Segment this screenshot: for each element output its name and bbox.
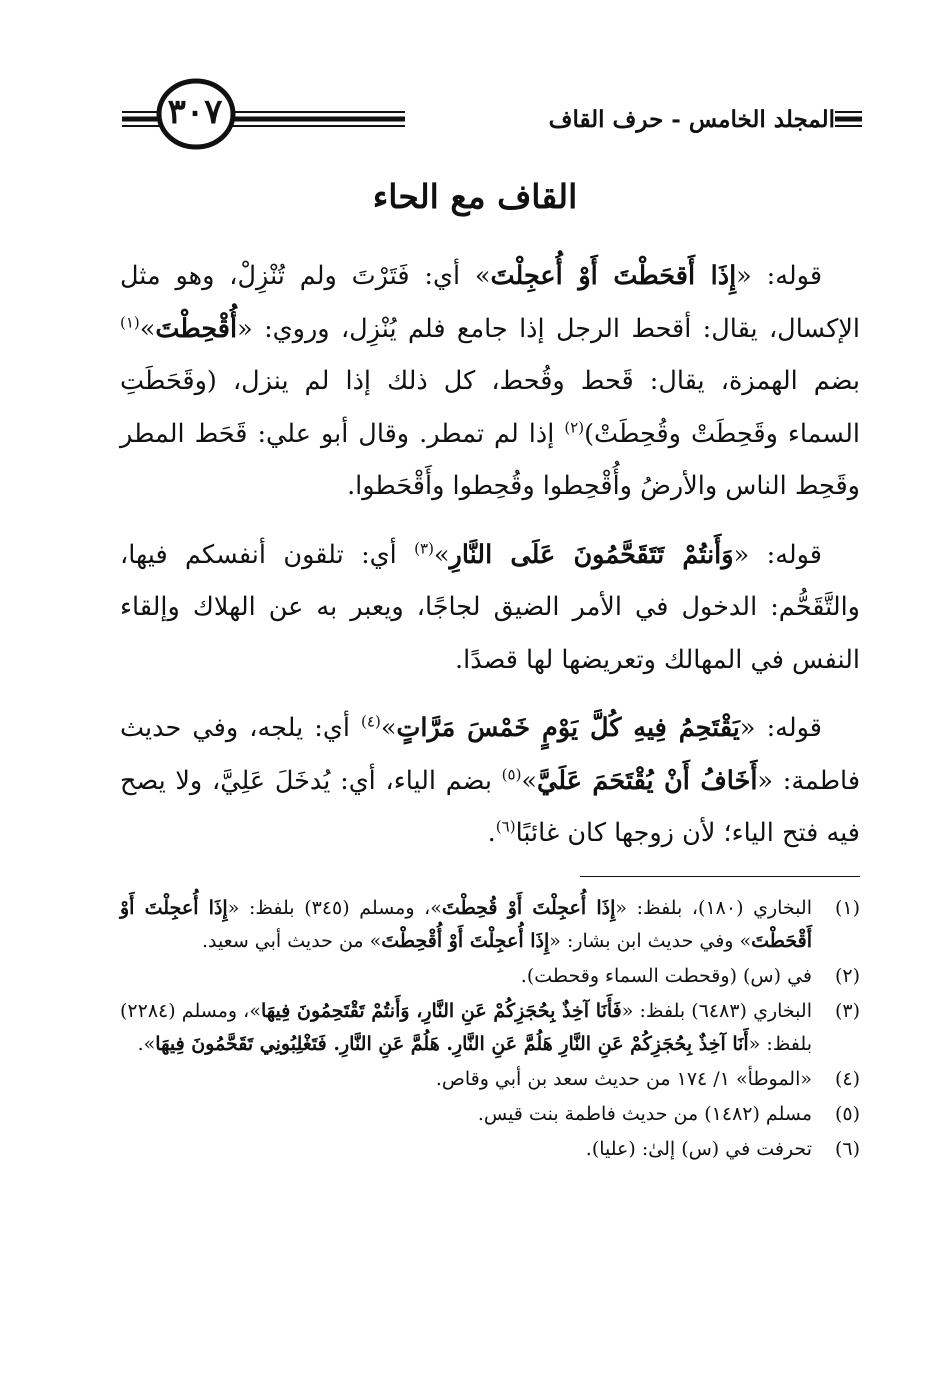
page-number: ٣٠٧ — [167, 92, 223, 132]
body-text — [120, 250, 860, 876]
paragraph: قوله: «إِذَا أَقحَطْتَ أَوْ أُعجِلْتَ» أي: فَتَرْتَ ولم تُنْزِلْ، وهو مثل الإكسال، يقال: أقحط الرجل إذا جامع فلم يُنْزِل، وروي: «أُقْحِطْتَ»$^{(١)}$ بضم الهمزة، يقال: قَحط وقُحط، كل ذلك إذا لم ينزل، (وقَحَطَتِ السماء وقَحِطَتْ وقُحِطَتْ)$^{(٢)}$ إذا لم تمطر. وقال أبو علي: قَحَط المطر وقَحِط الناس والأرضُ وأُقْحِطوا وقُحِطوا وأَقْحَطوا. — [120, 261, 860, 501]
quran-quote: وَأَنتُمْ تَتَقَحَّمُونَ عَلَى النَّارِ — [449, 539, 734, 570]
footnote-marker: (٤) — [361, 712, 381, 731]
footnote-marker: (٥) — [501, 765, 522, 783]
footnote-number: (٥) — [834, 1103, 860, 1125]
footnotes — [120, 892, 860, 1168]
footnote — [120, 1098, 860, 1131]
footnote-text: «الموطأ» ١/ ١٧٤ من حديث سعد بن أبي وقاص. — [435, 1068, 812, 1090]
footnote — [120, 995, 860, 1061]
footnote-number: (٤) — [834, 1068, 860, 1090]
footnote — [120, 960, 860, 993]
hadith-quote: أُقْحِطْتَ — [155, 313, 238, 344]
hadith-quote: إِذَا أَقحَطْتَ أَوْ أُعجِلْتَ — [490, 261, 737, 291]
footnote — [120, 1063, 860, 1096]
running-title: المجلد الخامس - حرف القاف — [405, 100, 835, 140]
hadith-quote: أَخَافُ أَنْ يُقْتَحَمَ عَلَيَّ — [537, 765, 758, 796]
footnote-number: (٦) — [834, 1138, 860, 1160]
hadith-quote: يَقْتَحِمُ فِيهِ كُلَّ يَوْمٍ خَمْسَ مَرَّاتٍ — [396, 713, 740, 743]
footnote — [120, 892, 860, 958]
footnote-text: تحرفت في (س) إلىٰ: (عليا). — [585, 1138, 812, 1160]
footnote-text: في (س) (وقحطت السماء وقحطت). — [520, 965, 812, 987]
footnote-marker: (٦) — [495, 817, 516, 836]
footnote-number: (١) — [834, 897, 860, 919]
footnote — [120, 1133, 860, 1166]
header-ornament — [0, 0, 950, 170]
footnote-text: البخاري (٦٤٨٣) بلفظ: «فَأَنَا آخِذٌ بِحُجَزِكُمْ عَنِ النَّارِ، وَأَنتُمْ تَقْتَحِمُونَ فِيهَا»، ومسلم (٢٢٨٤) بلفظ: «أَنَا آخِذٌ بِحُجَزِكُمْ عَنِ النَّارِ هَلُمَّ عَنِ النَّارِ. هَلُمَّ عَنِ النَّارِ. فَتَغْلِبُونِي تَقَحَّمُونَ فِيهَا». — [120, 1000, 812, 1055]
paragraph: قوله: «يَقْتَحِمُ فِيهِ كُلَّ يَوْمٍ خَمْسَ مَرَّاتٍ»$^{(٤)}$ أي: يلجه، وفي حديث فاطمة: «أَخَافُ أَنْ يُقْتَحَمَ عَلَيَّ»$^{(٥)}$ بضم الياء، أي: يُدخَلَ عَلِيَّ، ولا يصح فيه فتح الياء؛ لأن زوجها كان غائبًا$^{(٦)}$. — [120, 712, 861, 848]
running-header — [0, 0, 950, 170]
footnote-text: البخاري (١٨٠)، بلفظ: «إِذَا أُعجِلْتَ أَوْ قُحِطْتَ»، ومسلم (٣٤٥) بلفظ: «إِذَا أُعجِلْتَ أَوْ أَقْحَطْتَ» وفي حديث ابن بشار: «إِذَا أُعجِلْتَ أَوْ أُقْحِطْتَ» من حديث أبي سعيد. — [120, 897, 812, 952]
footnote-marker: (٣) — [414, 539, 434, 557]
footnote-text: مسلم (١٤٨٢) من حديث فاطمة بنت قيس. — [477, 1103, 812, 1125]
footnote-separator — [580, 876, 860, 877]
footnote-number: (٣) — [834, 1000, 860, 1022]
footnote-number: (٢) — [834, 965, 860, 987]
footnote-marker: (٢) — [564, 418, 585, 436]
footnote-marker: (١) — [120, 313, 140, 331]
chapter-title: القاف مع الحاء — [372, 177, 578, 216]
paragraph: قوله: «وَأَنتُمْ تَتَقَحَّمُونَ عَلَى النَّارِ»$^{(٣)}$ أي: تلقون أنفسكم فيها، والتَّقَحُّم: الدخول في الأمر الضيق لجاجًا، ويعبر به عن الهلاك وإلقاء النفس في المهالك وتعريضها لها قصدًا. — [120, 539, 860, 675]
